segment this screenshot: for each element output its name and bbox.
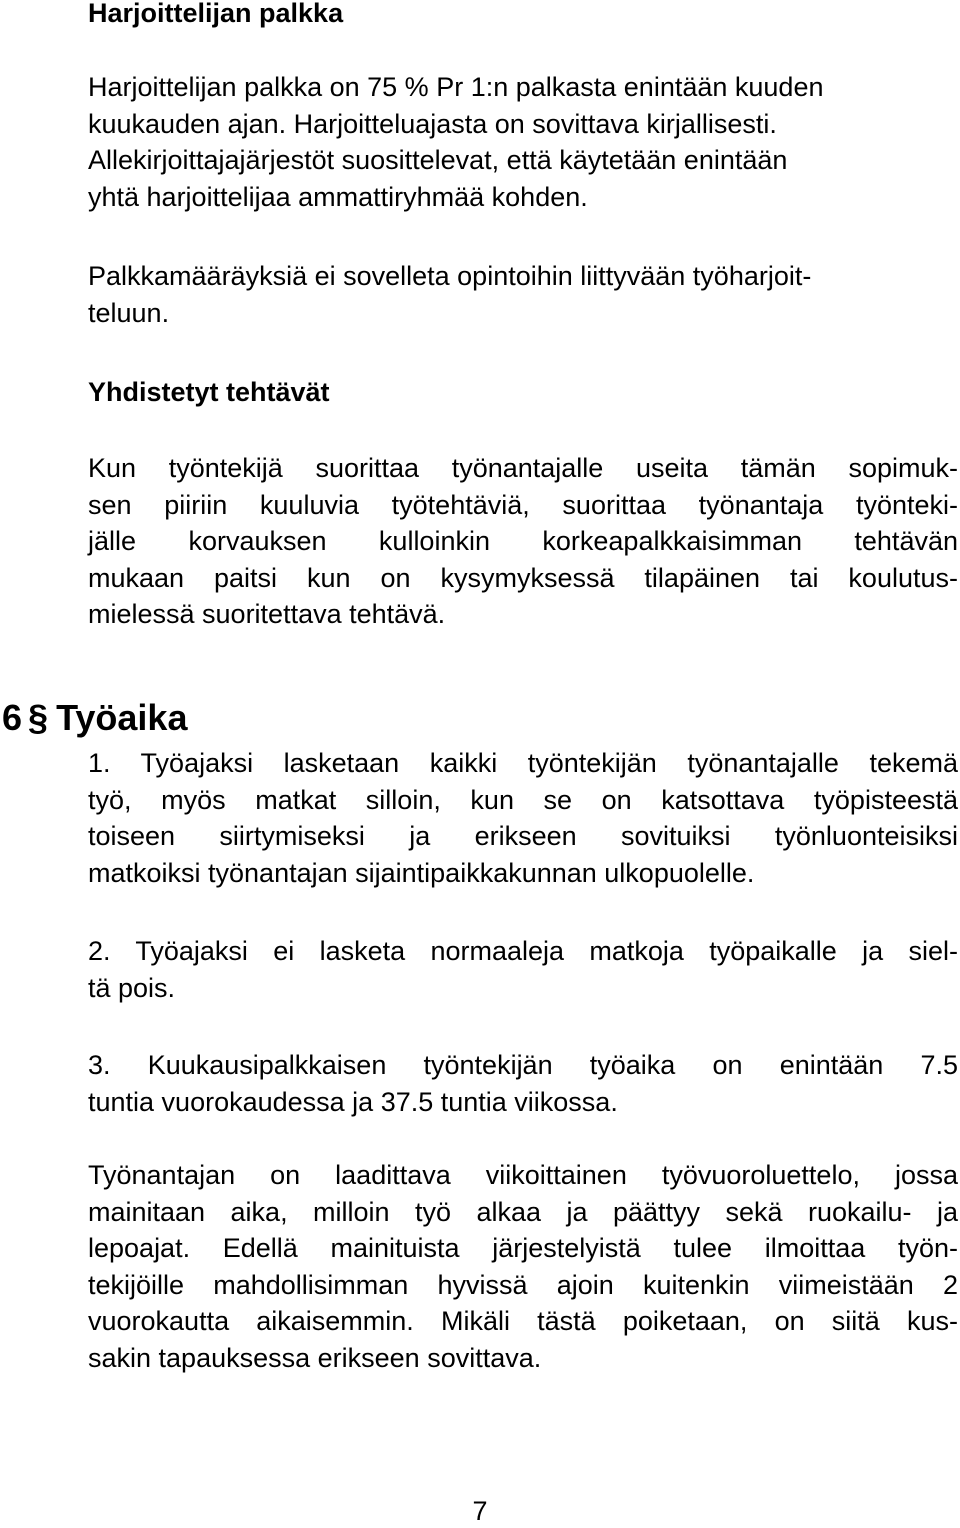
text-line: työ, myös matkat silloin, kun se on katsottava työpisteestä [88, 784, 958, 815]
page-number: 7 [472, 1496, 488, 1526]
text-line: mukaan paitsi kun on kysymyksessä tilapäinen tai koulutus- [88, 562, 958, 593]
text-line: lepoajat. Edellä mainituista järjestelyistä tulee ilmoittaa työn- [88, 1233, 958, 1263]
text-line: Allekirjoittajajärjestöt suosittelevat, että käytetään enintään [88, 145, 788, 175]
text-line: 1. Työajaksi lasketaan kaikki työntekijän työnantajalle tekemä [88, 748, 958, 778]
paragraph-item-2 [88, 933, 958, 1006]
section-heading-tyoaika [2, 696, 187, 740]
text-line: 3. Kuukausipalkkaisen työntekijän työaika on enintään 7.5 [88, 1050, 958, 1080]
text-line: vuorokautta aikaisemmin. Mikäli tästä poiketaan, on siitä kus- [88, 1306, 958, 1336]
text-line: tekijöille mahdollisimman hyvissä ajoin kuitenkin viimeistään 2 [88, 1269, 958, 1300]
text-line: tä pois. [88, 972, 176, 1003]
text-line: teluun. [88, 297, 170, 328]
text-line: Työnantajan on laadittava viikoittainen työvuoroluettelo, jossa [88, 1160, 958, 1190]
text-line: kuukauden ajan. Harjoitteluajasta on sovittava kirjallisesti. [88, 108, 777, 139]
text-line: Palkkamääräyksiä ei sovelleta opintoihin liittyvään työharjoit- [88, 261, 812, 291]
paragraph-item-1 [88, 745, 958, 891]
paragraph-harjoittelijan-palkka [88, 69, 958, 215]
text-line: jälle korvauksen kulloinkin korkeapalkkaisimman tehtävän [88, 526, 958, 556]
heading-yhdistetyt-tehtavat: Yhdistetyt tehtävät [88, 377, 330, 407]
text-line: 2. Työajaksi ei lasketa normaaleja matkoja työpaikalle ja siel- [88, 936, 958, 966]
text-line: sen piiriin kuuluvia työtehtäviä, suorittaa työnantaja työnteki- [88, 489, 958, 520]
text-line: mielessä suoritettava tehtävä. [88, 599, 446, 629]
text-line: Kun työntekijä suorittaa työnantajalle useita tämän sopimuk- [88, 453, 958, 483]
paragraph-tyovuoroluettelo [88, 1157, 958, 1376]
section-title: Työaika [56, 697, 188, 738]
paragraph-palkkamaaraykset [88, 258, 958, 331]
text-line: yhtä harjoittelijaa ammattiryhmää kohden. [88, 181, 588, 212]
text-line: toiseen siirtymiseksi ja erikseen sovituiksi työnluonteisiksi [88, 821, 958, 851]
section-symbol: § [28, 697, 49, 738]
section-number: 6 [2, 697, 23, 738]
text-line: sakin tapauksessa erikseen sovittava. [88, 1342, 542, 1373]
heading-harjoittelijan-palkka: Harjoittelijan palkka [88, 0, 344, 28]
text-line: tuntia vuorokaudessa ja 37.5 tuntia viikossa. [88, 1086, 618, 1117]
paragraph-yhdistetyt-tehtavat [88, 450, 958, 633]
paragraph-item-3 [88, 1047, 958, 1120]
text-line: mainitaan aika, milloin työ alkaa ja päättyy sekä ruokailu- ja [88, 1196, 958, 1227]
text-line: matkoiksi työnantajan sijaintipaikkakunnan ulkopuolelle. [88, 857, 755, 888]
text-line: Harjoittelijan palkka on 75 % Pr 1:n palkasta enintään kuuden [88, 72, 824, 102]
